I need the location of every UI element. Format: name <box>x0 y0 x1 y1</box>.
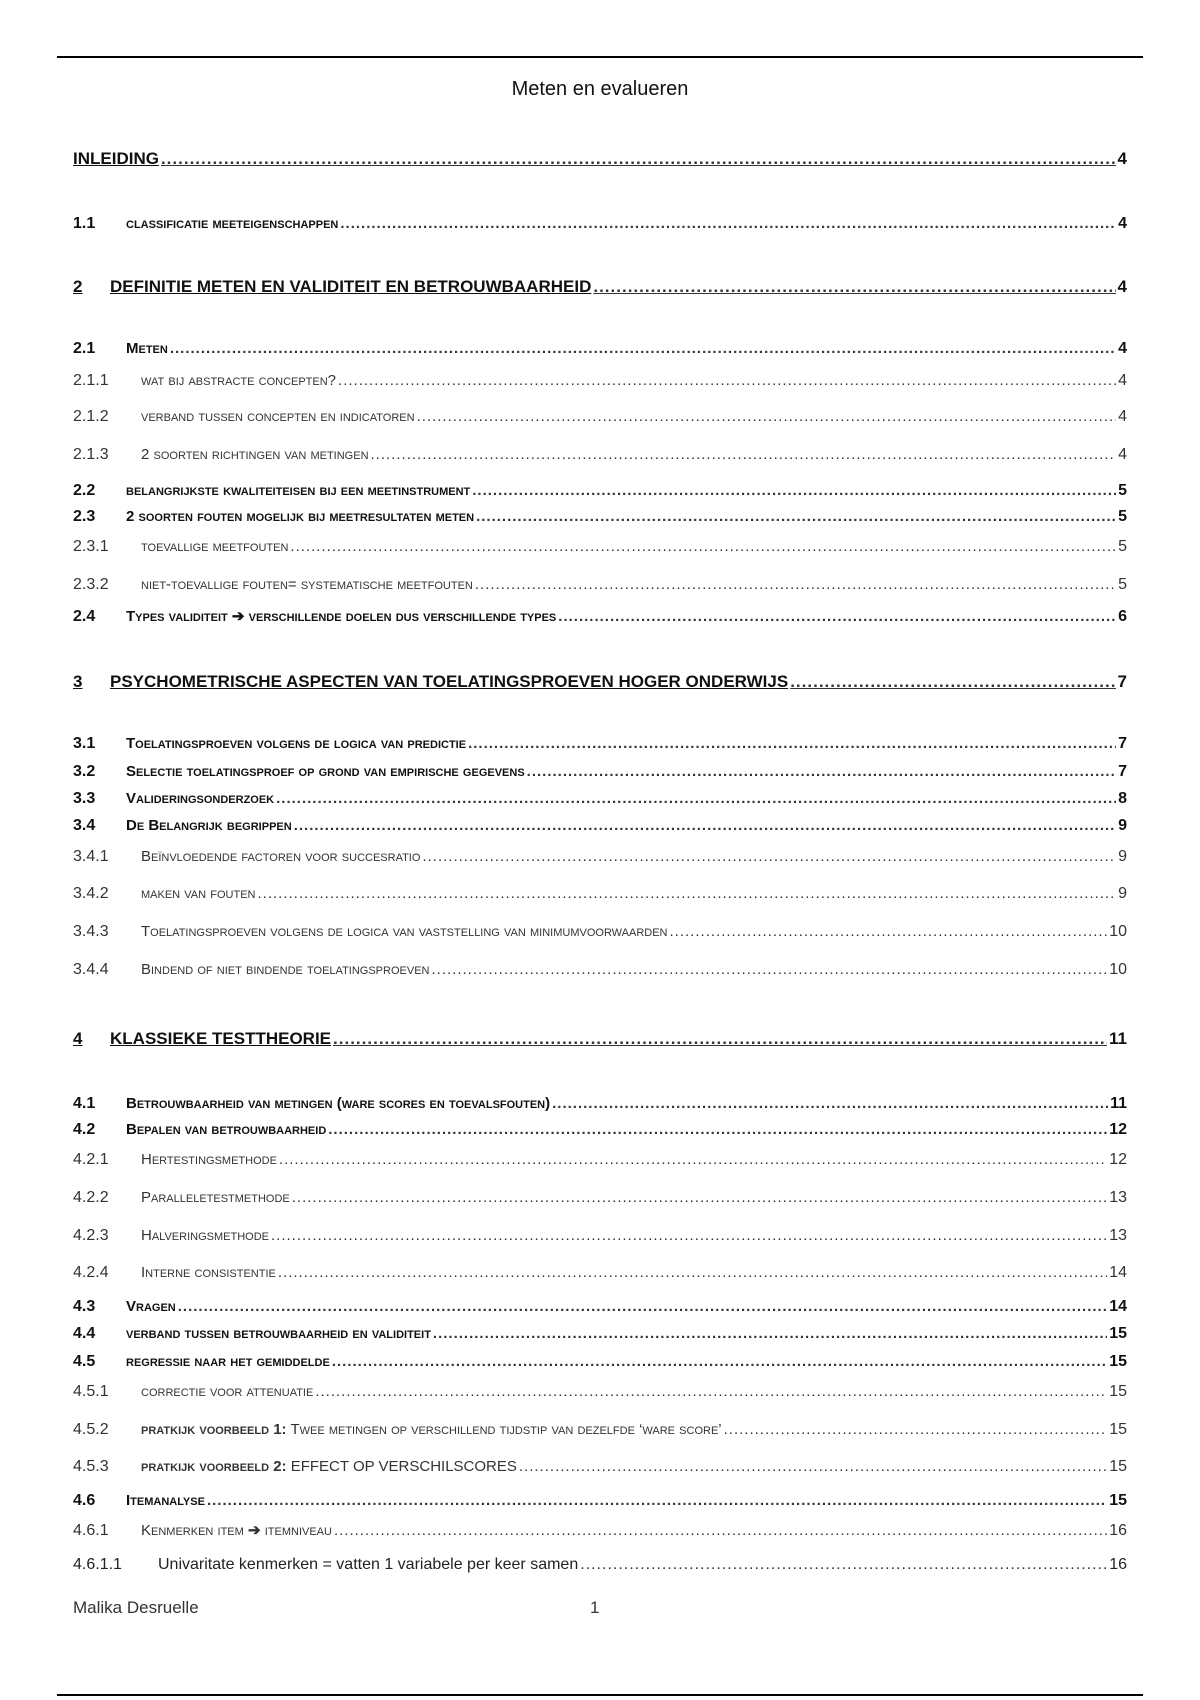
toc-leader <box>724 1419 1108 1441</box>
toc-leader <box>207 1490 1107 1512</box>
toc-entry-number: 4.2.1 <box>73 1151 109 1168</box>
toc-entry-2-3-2[interactable] <box>73 574 1127 596</box>
toc-entry-text-part-b: itemniveau <box>264 1522 332 1539</box>
toc-entry-text: verband tussen betrouwbaarheid en validiteit <box>126 1325 431 1342</box>
toc-leader <box>475 574 1116 596</box>
toc-entry-number: 3.2 <box>73 763 96 780</box>
toc-entry-4-2-3[interactable] <box>73 1225 1127 1247</box>
toc-leader <box>170 338 1116 360</box>
toc-leader <box>580 1554 1107 1576</box>
toc-entry-4-6[interactable] <box>73 1490 1127 1512</box>
toc-page-number: 10 <box>1109 923 1127 940</box>
toc-leader <box>161 148 1116 170</box>
toc-entry-text: belangrijkste kwaliteiteisen bij een meetinstrument <box>126 482 471 499</box>
toc-page-number: 5 <box>1118 482 1127 499</box>
toc-entry-2-1-1[interactable] <box>73 370 1127 392</box>
toc-leader <box>670 921 1108 943</box>
toc-leader <box>431 959 1107 981</box>
toc-page-number: 15 <box>1109 1325 1127 1342</box>
toc-leader <box>527 761 1116 783</box>
toc-leader <box>338 370 1116 392</box>
toc-entry-4-3[interactable] <box>73 1296 1127 1318</box>
toc-entry-number: 3.3 <box>73 790 96 807</box>
toc-page-number: 4 <box>1118 372 1127 389</box>
toc-leader <box>468 733 1116 755</box>
toc-page-number: 15 <box>1109 1458 1127 1475</box>
toc-entry-text: Halveringsmethode <box>141 1227 269 1244</box>
toc-entry-4-5-1[interactable] <box>73 1381 1127 1403</box>
toc-leader <box>340 213 1116 235</box>
toc-entry-4-4[interactable] <box>73 1323 1127 1345</box>
toc-page-number: 4 <box>1117 277 1127 296</box>
toc-page-number: 6 <box>1118 608 1127 625</box>
toc-entry-text: Interne consistentie <box>141 1264 276 1281</box>
toc-entry-number: 2.3 <box>73 508 96 525</box>
toc-entry-text-part-a: pratkijk voorbeeld 2: <box>141 1458 287 1475</box>
toc-entry-inleiding[interactable] <box>73 148 1127 170</box>
toc-entry-text: Itemanalyse <box>126 1492 205 1509</box>
toc-entry-text: DEFINITIE METEN EN VALIDITEIT EN BETROUWBAARHEID <box>110 277 592 296</box>
toc-entry-text <box>141 1456 517 1478</box>
toc-entry-text: Toelatingsproeven volgens de logica van vaststelling van minimumvoorwaarden <box>141 923 668 940</box>
toc-entry-text: Meten <box>126 340 168 357</box>
toc-page-number: 9 <box>1118 848 1127 865</box>
toc-entry-number: 4.6.1 <box>73 1522 109 1539</box>
toc-leader <box>279 1149 1107 1171</box>
toc-entry-2-4[interactable] <box>73 606 1127 628</box>
toc-entry-number: 3.1 <box>73 735 96 752</box>
toc-entry-number: 2.2 <box>73 482 96 499</box>
toc-page-number: 5 <box>1118 576 1127 593</box>
toc-page-number: 10 <box>1109 961 1127 978</box>
toc-entry-4-5-2[interactable] <box>73 1419 1127 1441</box>
toc-entry-text: De Belangrijk begrippen <box>126 817 292 834</box>
toc-entry-number: 2.1.1 <box>73 372 109 389</box>
toc-entry-text: classificatie meeteigenschappen <box>126 215 339 232</box>
toc-page-number: 15 <box>1109 1421 1127 1438</box>
toc-entry-number: 3.4.1 <box>73 848 109 865</box>
toc-entry-number: 3 <box>73 672 83 691</box>
toc-page-number: 15 <box>1109 1492 1127 1509</box>
toc-entry-text: 2 soorten fouten mogelijk bij meetresultaten meten <box>126 508 475 525</box>
toc-entry-2-3[interactable] <box>73 506 1127 528</box>
toc-entry-text: PSYCHOMETRISCHE ASPECTEN VAN TOELATINGSPROEVEN HOGER ONDERWIJS <box>110 672 789 691</box>
toc-entry-number: 4.2.3 <box>73 1227 109 1244</box>
toc-entry-4[interactable] <box>73 1028 1127 1050</box>
arrow-right-icon: ➔ <box>231 608 245 625</box>
toc-entry-text: Univaritate kenmerken = vatten 1 variabele per keer samen <box>158 1556 579 1573</box>
toc-entry-number: 4.6 <box>73 1492 96 1509</box>
toc-leader <box>552 1093 1108 1115</box>
toc-page-number: 13 <box>1109 1227 1127 1244</box>
toc-page-number: 4 <box>1118 215 1127 232</box>
toc-entry-number: 4.4 <box>73 1325 96 1342</box>
toc-leader <box>593 276 1115 298</box>
toc-entry-number: 3.4.4 <box>73 961 109 978</box>
toc-entry-4-1[interactable] <box>73 1093 1127 1115</box>
toc-entry-number: 1.1 <box>73 215 96 232</box>
toc-page-number: 7 <box>1117 672 1127 691</box>
toc-leader <box>334 1520 1107 1542</box>
toc-entry-text <box>141 1520 332 1542</box>
toc-leader <box>472 480 1116 502</box>
toc-page-number: 14 <box>1109 1298 1127 1315</box>
toc-entry-text: INLEIDING <box>73 149 159 168</box>
toc-leader <box>332 1351 1107 1373</box>
toc-page-number: 8 <box>1118 790 1127 807</box>
toc-leader <box>294 815 1116 837</box>
toc-entry-text: Toelatingsproeven volgens de logica van predictie <box>126 735 467 752</box>
top-rule <box>57 56 1143 58</box>
toc-page-number: 7 <box>1118 735 1127 752</box>
toc-entry-text: correctie voor attenuatie <box>141 1383 314 1400</box>
toc-entry-text: Vragen <box>126 1298 176 1315</box>
toc-entry-text: niet-toevallige fouten= systematische meetfouten <box>141 576 473 593</box>
document-title: Meten en evalueren <box>511 78 689 100</box>
toc-entry-number: 4.6.1.1 <box>73 1556 122 1573</box>
toc-page-number: 16 <box>1109 1522 1127 1539</box>
toc-entry-number: 4.3 <box>73 1298 96 1315</box>
toc-entry-number: 2.3.1 <box>73 538 109 555</box>
toc-entry-text: Paralleletestmethode <box>141 1189 290 1206</box>
toc-leader <box>417 406 1117 428</box>
toc-leader <box>290 536 1116 558</box>
toc-entry-text: KLASSIEKE TESTTHEORIE <box>110 1029 332 1048</box>
toc-entry-text-part-b: verschillende doelen dus verschillende types <box>248 608 557 625</box>
toc-page-number: 4 <box>1118 408 1127 425</box>
toc-entry-number: 2.3.2 <box>73 576 109 593</box>
toc-entry-4-6-1-1[interactable] <box>73 1554 1127 1576</box>
toc-entry-4-2[interactable] <box>73 1119 1127 1141</box>
toc-entry-4-5-3[interactable] <box>73 1456 1127 1478</box>
toc-entry-text <box>141 1419 722 1441</box>
toc-leader <box>278 1262 1107 1284</box>
toc-leader <box>276 788 1116 810</box>
toc-page-number: 12 <box>1109 1121 1127 1138</box>
toc-page-number: 9 <box>1118 817 1127 834</box>
toc-leader <box>371 444 1117 466</box>
toc-leader <box>790 671 1115 693</box>
toc-entry-text: Betrouwbaarheid van metingen (ware scores en toevalsfouten) <box>126 1095 551 1112</box>
toc-leader <box>422 846 1116 868</box>
toc-page-number: 11 <box>1110 1095 1127 1112</box>
toc-page-number: 4 <box>1118 446 1127 463</box>
toc-leader <box>328 1119 1107 1141</box>
toc-entry-text <box>126 606 556 628</box>
toc-entry-text-part-b: Twee metingen op verschillend tijdstip van dezelfde ‘ware score’ <box>290 1421 722 1438</box>
toc-entry-3-3[interactable] <box>73 788 1127 810</box>
toc-entry-text: 2 soorten richtingen van metingen <box>141 446 369 463</box>
toc-leader <box>519 1456 1107 1478</box>
toc-entry-number: 2.1.3 <box>73 446 109 463</box>
toc-leader <box>433 1323 1107 1345</box>
toc-entry-3-1[interactable] <box>73 733 1127 755</box>
toc-entry-number: 4.2.4 <box>73 1264 109 1281</box>
toc-page-number: 13 <box>1109 1189 1127 1206</box>
toc-entry-number: 3.4.2 <box>73 885 109 902</box>
toc-entry-number: 4.5.1 <box>73 1383 109 1400</box>
toc-leader <box>292 1187 1107 1209</box>
toc-entry-4-2-2[interactable] <box>73 1187 1127 1209</box>
toc-leader <box>257 883 1116 905</box>
toc-page-number: 5 <box>1118 508 1127 525</box>
toc-entry-text: Bepalen van betrouwbaarheid <box>126 1121 327 1138</box>
toc-entry-text: Hertestingsmethode <box>141 1151 277 1168</box>
toc-entry-2-2[interactable] <box>73 480 1127 502</box>
toc-entry-text: Beïnvloedende factoren voor succesratio <box>141 848 421 865</box>
toc-leader <box>271 1225 1107 1247</box>
toc-entry-number: 4.5.2 <box>73 1421 109 1438</box>
toc-entry-number: 3.4.3 <box>73 923 109 940</box>
toc-entry-number: 4 <box>73 1029 83 1048</box>
toc-entry-text: regressie naar het gemiddelde <box>126 1353 330 1370</box>
toc-entry-text: Valideringsonderzoek <box>126 790 275 807</box>
toc-entry-2-1[interactable] <box>73 338 1127 360</box>
toc-entry-2-1-3[interactable] <box>73 444 1127 466</box>
toc-entry-text: verband tussen concepten en indicatoren <box>141 408 415 425</box>
toc-page-number: 15 <box>1109 1353 1127 1370</box>
toc-entry-text-part-a: Types validiteit <box>126 608 228 625</box>
toc-entry-text: Selectie toelatingsproef op grond van empirische gegevens <box>126 763 525 780</box>
toc-entry-number: 2.4 <box>73 608 96 625</box>
footer-page-number: 1 <box>590 1598 600 1617</box>
toc-page-number: 4 <box>1118 340 1127 357</box>
toc-entry-3[interactable] <box>73 671 1127 693</box>
toc-page-number: 4 <box>1117 149 1127 168</box>
toc-entry-4-2-1[interactable] <box>73 1149 1127 1171</box>
toc-entry-4-2-4[interactable] <box>73 1262 1127 1284</box>
toc-page-number: 12 <box>1109 1151 1127 1168</box>
toc-entry-number: 4.5.3 <box>73 1458 109 1475</box>
toc-page-number: 9 <box>1118 885 1127 902</box>
toc-entry-2[interactable] <box>73 276 1127 298</box>
toc-leader <box>558 606 1116 628</box>
toc-entry-number: 2 <box>73 277 83 296</box>
toc-entry-number: 4.2.2 <box>73 1189 109 1206</box>
arrow-right-icon: ➔ <box>247 1522 261 1539</box>
toc-page-number: 16 <box>1109 1556 1127 1573</box>
toc-page-number: 14 <box>1109 1264 1127 1281</box>
toc-entry-number: 4.1 <box>73 1095 96 1112</box>
toc-entry-number: 4.2 <box>73 1121 96 1138</box>
toc-entry-3-2[interactable] <box>73 761 1127 783</box>
toc-entry-text: maken van fouten <box>141 885 256 902</box>
toc-entry-3-4[interactable] <box>73 815 1127 837</box>
toc-page-number: 7 <box>1118 763 1127 780</box>
bottom-rule <box>57 1694 1143 1696</box>
toc-entry-text-part-a: Kenmerken item <box>141 1522 244 1539</box>
toc-leader <box>315 1381 1107 1403</box>
toc-entry-3-4-3[interactable] <box>73 921 1127 943</box>
toc-entry-number: 2.1.2 <box>73 408 109 425</box>
toc-entry-text-part-b: EFFECT OP VERSCHILSCORES <box>290 1458 517 1475</box>
toc-page-number: 15 <box>1109 1383 1127 1400</box>
toc-entry-text-part-a: pratkijk voorbeeld 1: <box>141 1421 287 1438</box>
toc-leader <box>178 1296 1107 1318</box>
toc-entry-3-4-4[interactable] <box>73 959 1127 981</box>
toc-entry-2-3-1[interactable] <box>73 536 1127 558</box>
toc-entry-number: 3.4 <box>73 817 96 834</box>
toc-entry-text: Bindend of niet bindende toelatingsproeven <box>141 961 430 978</box>
toc-entry-number: 2.1 <box>73 340 96 357</box>
toc-entry-1-1[interactable] <box>73 213 1127 235</box>
toc-entry-3-4-1[interactable] <box>73 846 1127 868</box>
toc-entry-2-1-2[interactable] <box>73 406 1127 428</box>
toc-entry-number: 4.5 <box>73 1353 96 1370</box>
toc-page-number: 11 <box>1109 1029 1127 1048</box>
footer-author: Malika Desruelle <box>73 1598 199 1617</box>
toc-entry-text: wat bij abstracte concepten? <box>141 372 337 389</box>
toc-leader <box>333 1028 1107 1050</box>
toc-leader <box>476 506 1116 528</box>
toc-entry-4-5[interactable] <box>73 1351 1127 1373</box>
toc-entry-3-4-2[interactable] <box>73 883 1127 905</box>
toc-entry-4-6-1[interactable] <box>73 1520 1127 1542</box>
toc-entry-text: toevallige meetfouten <box>141 538 289 555</box>
toc-page-number: 5 <box>1118 538 1127 555</box>
